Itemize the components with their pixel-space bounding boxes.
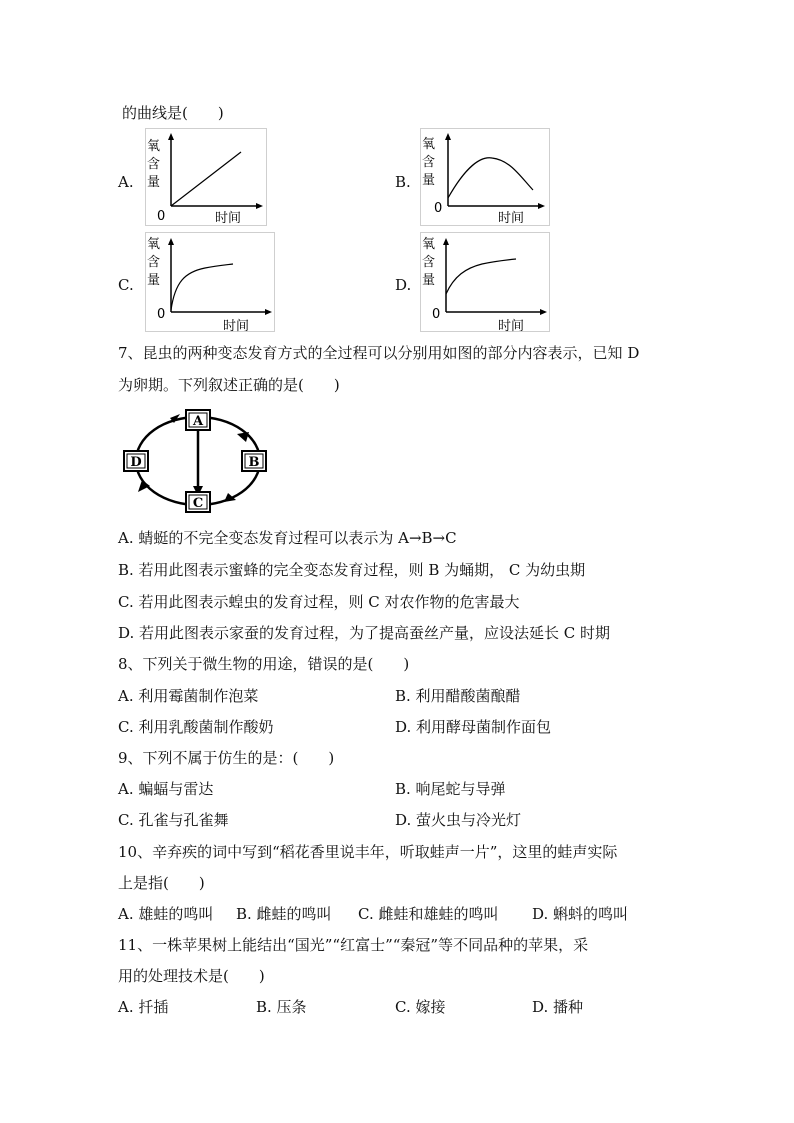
curve-line bbox=[171, 264, 233, 310]
ylabel-2: 含 bbox=[147, 255, 161, 270]
xlabel: 时间 bbox=[498, 319, 525, 332]
q10-option-d: D. 蝌蚪的鸣叫 bbox=[532, 905, 629, 923]
q10-option-c: C. 雌蛙和雄蛙的鸣叫 bbox=[358, 905, 499, 923]
q8-option-c: C. 利用乳酸菌制作酸奶 bbox=[118, 718, 274, 736]
q7-option-d: D. 若用此图表示家蚕的发育过程，为了提高蚕丝产量，应设法延长 C 时期 bbox=[118, 624, 611, 642]
origin-label: 0 bbox=[157, 209, 166, 224]
q11-stem-line1: 11、一株苹果树上能结出“国光”“红富士”“秦冠”等不同品种的苹果，采 bbox=[118, 936, 589, 954]
ylabel-1: 氧 bbox=[147, 139, 161, 154]
q9-option-c: C. 孔雀与孔雀舞 bbox=[118, 811, 229, 829]
ylabel-1: 氧 bbox=[147, 237, 161, 252]
q11-option-d: D. 播种 bbox=[532, 998, 584, 1016]
ylabel-3: 量 bbox=[147, 175, 161, 190]
q9-option-d: D. 萤火虫与冷光灯 bbox=[395, 811, 522, 829]
q8-option-a: A. 利用霉菌制作泡菜 bbox=[118, 687, 259, 705]
stage-b-label: B bbox=[248, 455, 260, 470]
origin-label: 0 bbox=[157, 307, 166, 322]
ylabel-3: 量 bbox=[422, 173, 436, 188]
q8-option-b: B. 利用醋酸菌酿醋 bbox=[395, 687, 521, 705]
q9-option-b: B. 响尾蛇与导弹 bbox=[395, 780, 506, 798]
stage-d-label: D bbox=[130, 455, 142, 470]
q8-option-d: D. 利用酵母菌制作面包 bbox=[395, 718, 552, 736]
q10-stem-line2: 上是指( ) bbox=[118, 874, 205, 892]
q10-stem-line1: 10、辛弃疾的词中写到“稻花香里说丰年，听取蛙声一片”，这里的蛙声实际 bbox=[118, 843, 618, 861]
q6-option-b-letter: B. bbox=[395, 173, 411, 191]
q7-option-b: B. 若用此图表示蜜蜂的完全变态发育过程，则 B 为蛹期， C 为幼虫期 bbox=[118, 561, 586, 579]
q9-stem: 9、下列不属于仿生的是：( ) bbox=[118, 749, 335, 767]
q6-graph-d bbox=[420, 232, 550, 332]
xlabel: 时间 bbox=[223, 319, 250, 332]
stage-a-label: A bbox=[192, 414, 204, 429]
ylabel-1: 氧 bbox=[422, 137, 436, 152]
q11-option-b: B. 压条 bbox=[256, 998, 307, 1016]
xlabel: 时间 bbox=[215, 211, 242, 226]
xlabel: 时间 bbox=[498, 211, 525, 226]
q7-option-a: A. 蜻蜓的不完全变态发育过程可以表示为 A→B→C bbox=[118, 529, 457, 547]
q11-option-c: C. 嫁接 bbox=[395, 998, 446, 1016]
ylabel-2: 含 bbox=[422, 255, 436, 270]
q6-stem-tail: 的曲线是( ) bbox=[122, 104, 224, 122]
q6-option-a-letter: A. bbox=[118, 173, 134, 191]
ylabel-2: 含 bbox=[147, 157, 161, 172]
q6-graph-c bbox=[145, 232, 275, 332]
q7-option-c: C. 若用此图表示蝗虫的发育过程，则 C 对农作物的危害最大 bbox=[118, 593, 520, 611]
curve-line bbox=[448, 158, 533, 198]
q7-stem-line1: 7、昆虫的两种变态发育方式的全过程可以分别用如图的部分内容表示，已知 D bbox=[118, 344, 640, 362]
q8-stem: 8、下列关于微生物的用途，错误的是( ) bbox=[118, 655, 410, 673]
q6-graph-b bbox=[420, 128, 550, 226]
q6-option-d-letter: D. bbox=[395, 276, 412, 294]
q7-lifecycle-diagram bbox=[118, 406, 278, 516]
curve-line bbox=[171, 152, 241, 206]
q11-option-a: A. 扦插 bbox=[118, 998, 169, 1016]
curve-line bbox=[446, 259, 516, 294]
origin-label: 0 bbox=[434, 201, 443, 216]
origin-label: 0 bbox=[432, 307, 441, 322]
q10-option-b: B. 雌蛙的鸣叫 bbox=[236, 905, 332, 923]
ylabel-2: 含 bbox=[422, 155, 436, 170]
ylabel-3: 量 bbox=[422, 273, 436, 288]
q11-stem-line2: 用的处理技术是( ) bbox=[118, 967, 265, 985]
q9-option-a: A. 蝙蝠与雷达 bbox=[118, 780, 214, 798]
q7-stem-line2: 为卵期。下列叙述正确的是( ) bbox=[118, 376, 340, 394]
q10-option-a: A. 雄蛙的鸣叫 bbox=[118, 905, 214, 923]
q6-graph-a bbox=[145, 128, 267, 226]
stage-c-label: C bbox=[192, 496, 204, 511]
q6-option-c-letter: C. bbox=[118, 276, 134, 294]
ylabel-3: 量 bbox=[147, 273, 161, 288]
ylabel-1: 氧 bbox=[422, 237, 436, 252]
